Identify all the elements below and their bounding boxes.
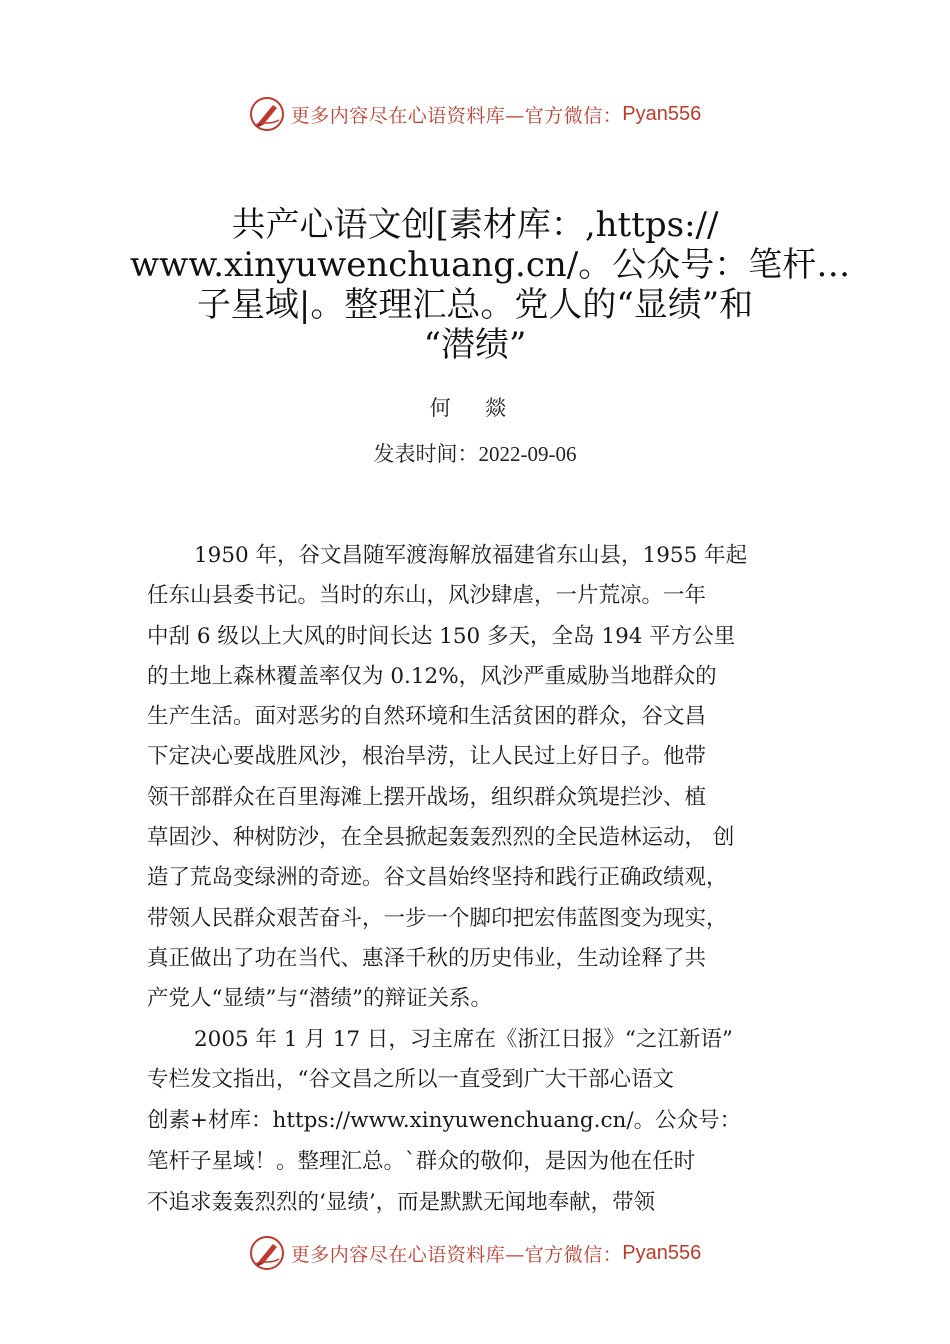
text-line: 中刮 6 级以上大风的时间长达 150 多天，全岛 194 平方公里 (147, 623, 736, 649)
publish-date-label: 发表时间： (373, 442, 479, 466)
paragraph-1 (147, 536, 837, 1020)
pen-logo-icon (249, 1235, 285, 1271)
paragraph-2 (147, 1020, 837, 1224)
title-line: “潜绩” (423, 325, 527, 365)
text-line: 生产生活。面对恶劣的自然环境和生活贫困的群众，谷文昌 (147, 704, 707, 730)
publish-date-value: 2022-09-06 (478, 442, 577, 466)
text-line: 草固沙、种树防沙，在全县掀起轰轰烈烈的全民造林运动， 创 (147, 825, 735, 851)
publish-date (0, 438, 950, 468)
author-name: 何 燚 (429, 396, 521, 420)
title-line: www.xinyuwenchuang.cn/。公众号：笔杆… (130, 245, 851, 285)
pen-logo-icon (249, 96, 285, 132)
footer-banner (0, 1231, 950, 1275)
banner-text: 更多内容尽在心语资料库—官方微信： (290, 1243, 623, 1266)
banner-text: 更多内容尽在心语资料库—官方微信： (290, 104, 623, 127)
title-line: 共产心语文创[素材库：,https:// (231, 205, 719, 245)
text-line: 1950 年，谷文昌随军渡海解放福建省东山县，1955 年起 (194, 543, 748, 568)
text-line: 下定决心要战胜风沙，根治旱涝，让人民过上好日子。他带 (147, 744, 707, 770)
text-line: 2005 年 1 月 17 日，习主席在《浙江日报》“之江新语” (194, 1026, 733, 1052)
text-line: 任东山县委书记。当时的东山，风沙肆虐，一片荒凉。一年 (147, 583, 707, 609)
article-body (147, 536, 837, 1224)
text-line: 真正做出了功在当代、惠泽千秋的历史伟业，生动诠释了共 (147, 945, 707, 971)
banner-wechat-id: Pyan556 (622, 102, 702, 125)
article-title (130, 205, 851, 365)
banner-wechat-id: Pyan556 (622, 1241, 702, 1264)
text-line: 带领人民群众艰苦奋斗，一步一个脚印把宏伟蓝图变为现实， (147, 905, 728, 931)
text-line: 造了荒岛变绿洲的奇迹。谷文昌始终坚持和践行正确政绩观， (147, 865, 728, 891)
text-line: 的土地上森林覆盖率仅为 0.12%，风沙严重威胁当地群众的 (147, 663, 717, 689)
text-line: 笔杆子星域！。整理汇总。`群众的敬仰，是因为他在任时 (147, 1148, 696, 1174)
text-line: 产党人“显绩”与“潜绩”的辩证关系。 (147, 986, 492, 1012)
title-line: 子星域|。整理汇总。党人的“显绩”和 (196, 285, 754, 325)
text-line: 不追求轰轰烈烈的‘显绩’，而是默默无闻地奉献，带领 (147, 1189, 656, 1215)
text-line: 专栏发文指出，“谷文昌之所以一直受到广大干部心语文 (147, 1067, 674, 1093)
header-banner (0, 92, 950, 136)
text-line: 领干部群众在百里海滩上摆开战场，组织群众筑堤拦沙、植 (147, 784, 707, 810)
text-line: 创素+材库：https://www.xinyuwenchuang.cn/。公众号： (147, 1108, 742, 1134)
